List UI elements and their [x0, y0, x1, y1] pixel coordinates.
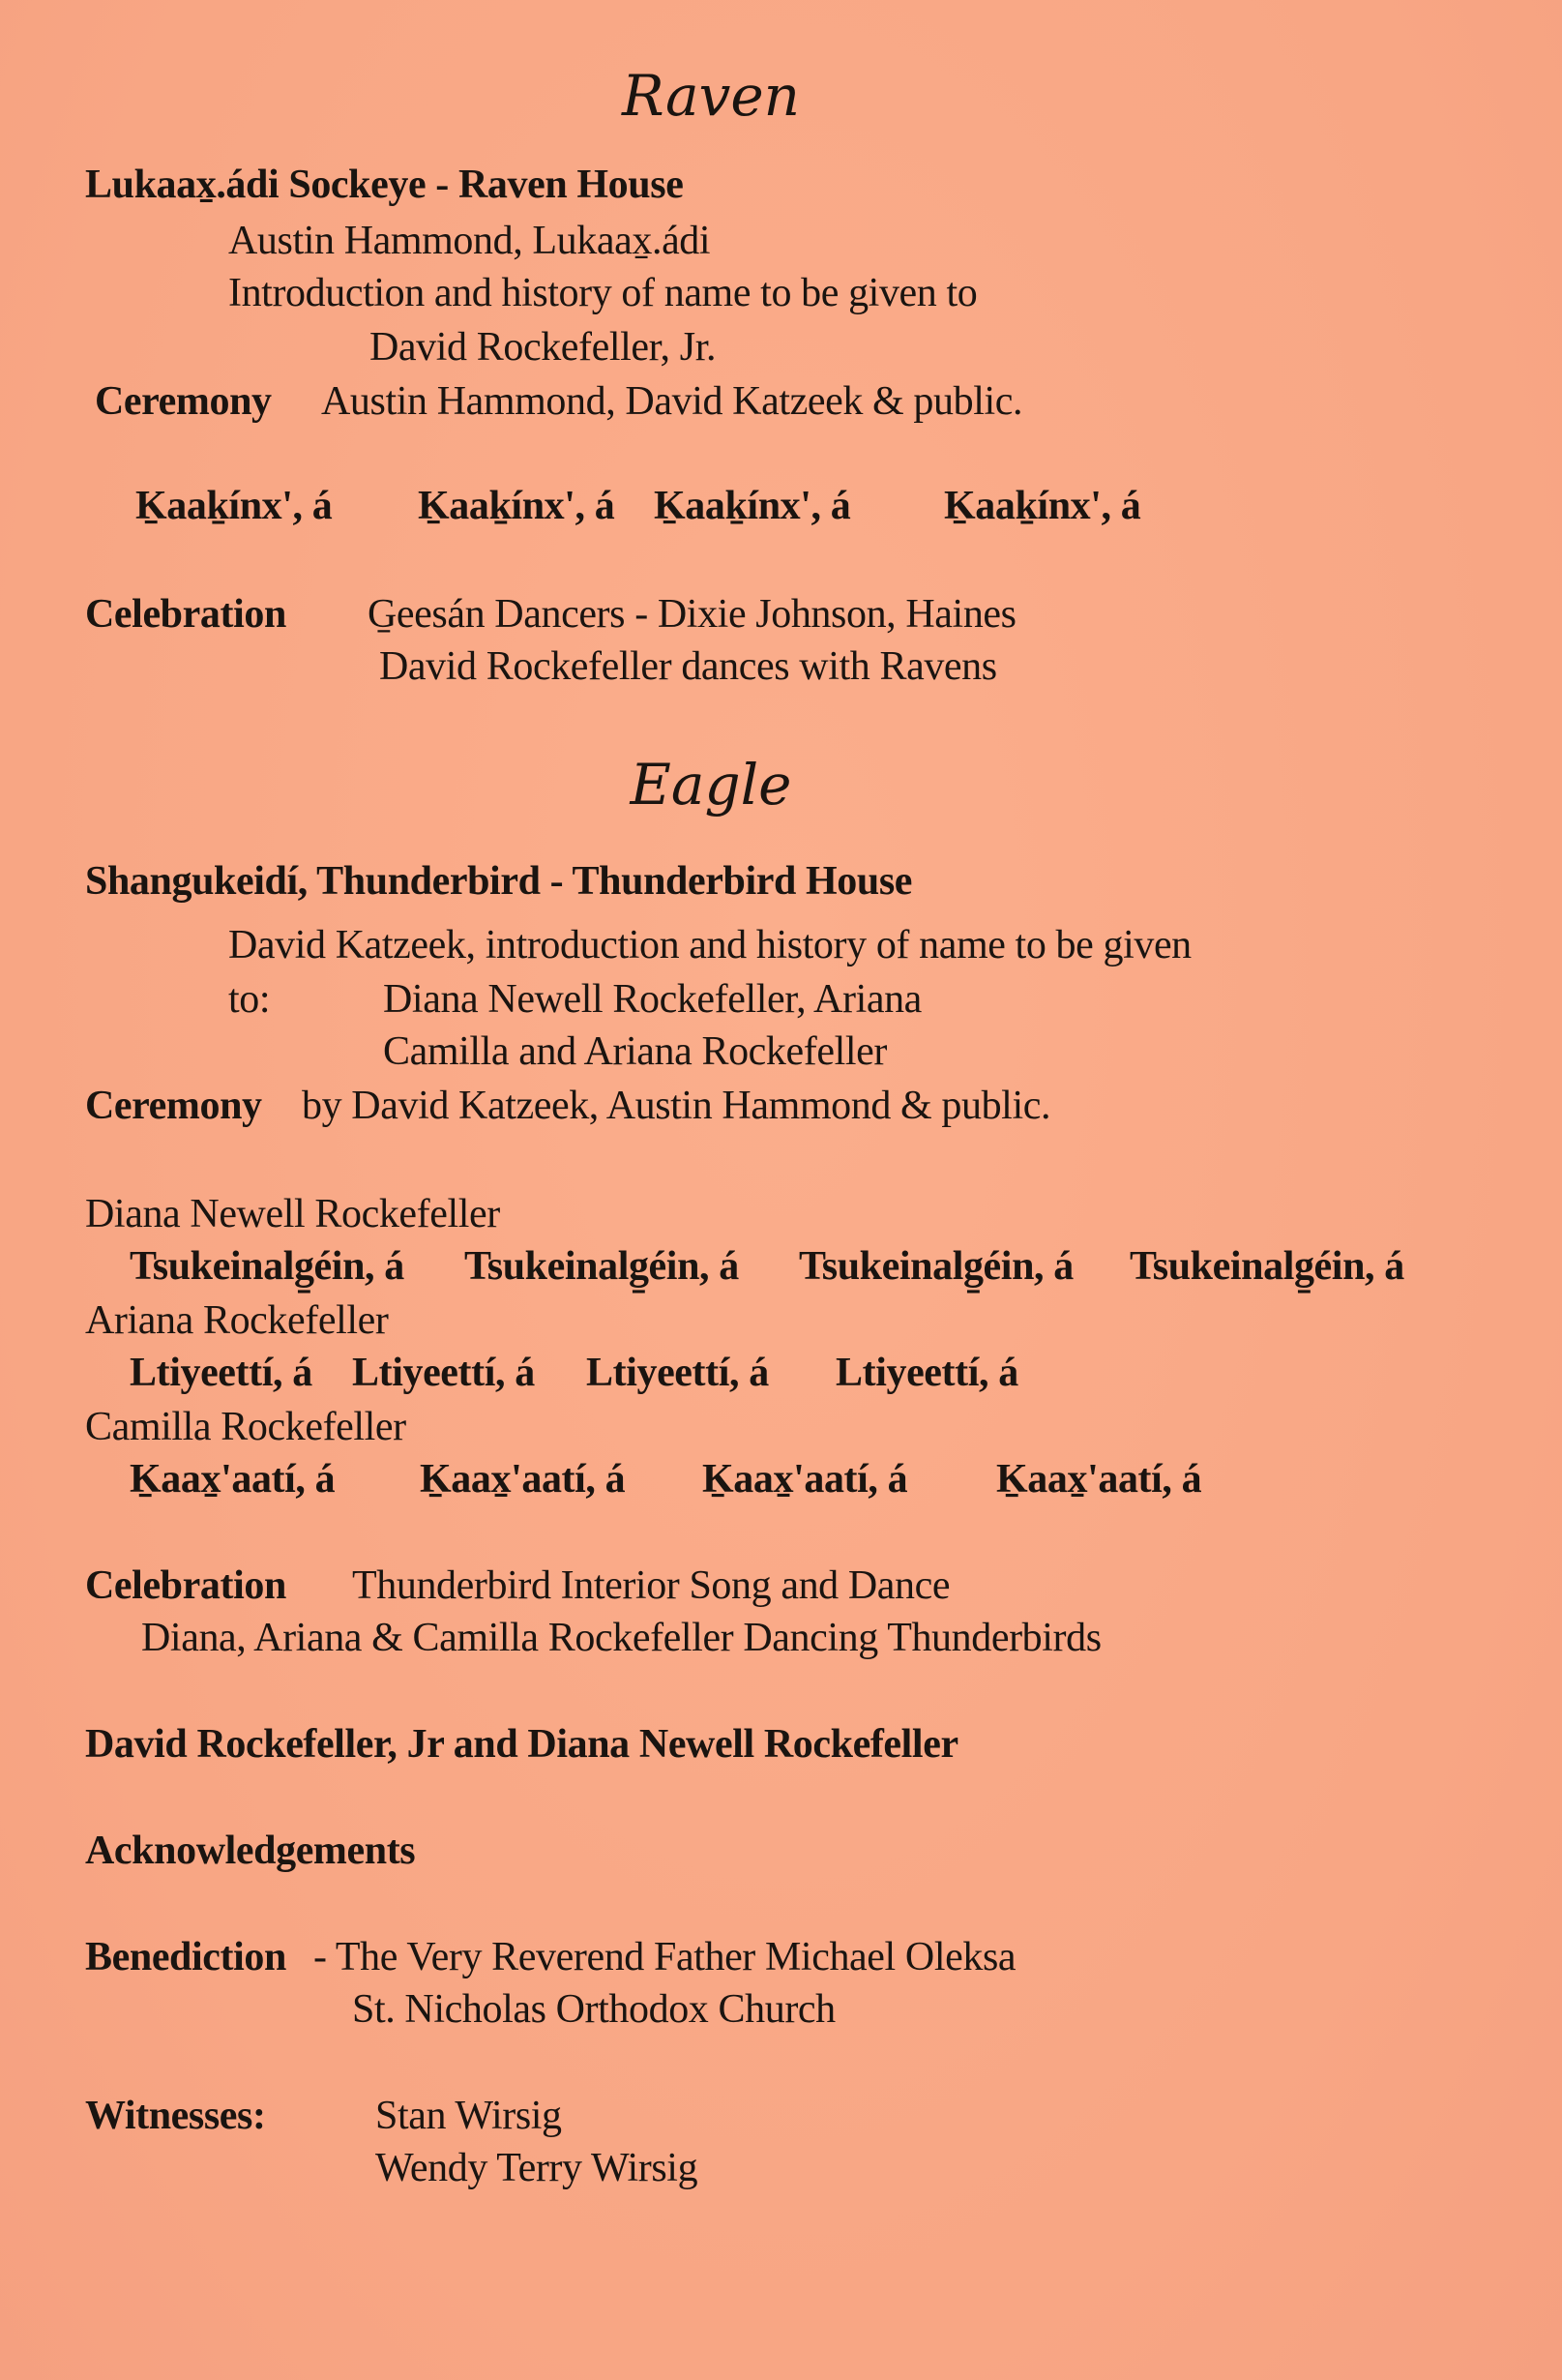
eagle-celebration-text2: Diana, Ariana & Camilla Rockefeller Dancing Thunderbirds	[141, 1616, 1102, 1660]
raven-celebration-label: Celebration	[85, 592, 286, 637]
eagle-name-chant: Tsukeinalg̱éin, á	[799, 1244, 1074, 1289]
eagle-name-chant: Ltiyeettí, á	[130, 1351, 312, 1395]
eagle-intro: David Katzeek, introduction and history of name to be given	[228, 923, 1192, 967]
eagle-name-chant: Ltiyeettí, á	[352, 1351, 535, 1395]
witnesses-label: Witnesses:	[85, 2094, 266, 2138]
benediction-label: Benediction	[85, 1935, 286, 1979]
eagle-name-person: Ariana Rockefeller	[85, 1298, 389, 1343]
raven-heading: Raven	[621, 63, 801, 129]
eagle-name-chant: Ḵaax̱'aatí, á	[702, 1457, 908, 1502]
raven-chant-2: Ḵaaḵínx', á	[418, 484, 615, 528]
eagle-name-chant: Ltiyeettí, á	[836, 1351, 1018, 1395]
eagle-celebration-text: Thunderbird Interior Song and Dance	[352, 1563, 951, 1608]
benediction-church: St. Nicholas Orthodox Church	[352, 1987, 836, 2032]
eagle-recipients-1: Diana Newell Rockefeller, Ariana	[383, 977, 922, 1022]
eagle-heading: Eagle	[630, 752, 792, 818]
raven-celebration-text2: David Rockefeller dances with Ravens	[379, 644, 997, 689]
raven-speaker: Austin Hammond, Lukaax̱.ádi	[228, 219, 711, 263]
raven-house: Lukaax̱.ádi Sockeye - Raven House	[85, 163, 684, 207]
eagle-recipients-2: Camilla and Ariana Rockefeller	[383, 1029, 887, 1074]
raven-intro: Introduction and history of name to be given to	[228, 271, 978, 315]
eagle-name-person: Diana Newell Rockefeller	[85, 1192, 500, 1236]
eagle-celebration-label: Celebration	[85, 1563, 286, 1608]
witness-name: Wendy Terry Wirsig	[375, 2146, 698, 2190]
benediction-text: - The Very Reverend Father Michael Oleksa	[313, 1935, 1017, 1979]
raven-ceremony-label: Ceremony	[95, 379, 272, 424]
raven-chant-3: Ḵaaḵínx', á	[654, 484, 851, 528]
eagle-to-label: to:	[228, 977, 271, 1022]
raven-celebration-text: G̱eesán Dancers - Dixie Johnson, Haines	[368, 592, 1017, 637]
eagle-name-chant: Ḵaax̱'aatí, á	[996, 1457, 1202, 1502]
witness-name: Stan Wirsig	[375, 2094, 562, 2138]
eagle-house: Shangukeidí, Thunderbird - Thunderbird House	[85, 859, 913, 904]
eagle-name-chant: Ltiyeettí, á	[586, 1351, 769, 1395]
raven-ceremony-text: Austin Hammond, David Katzeek & public.	[321, 379, 1023, 424]
eagle-name-chant: Ḵaax̱'aatí, á	[130, 1457, 336, 1502]
eagle-name-chant: Ḵaax̱'aatí, á	[420, 1457, 626, 1502]
eagle-name-chant: Tsukeinalg̱éin, á	[464, 1244, 739, 1289]
eagle-name-person: Camilla Rockefeller	[85, 1405, 406, 1449]
raven-recipient: David Rockefeller, Jr.	[369, 325, 717, 370]
couple-line: David Rockefeller, Jr and Diana Newell Rockefeller	[85, 1722, 958, 1767]
raven-chant-4: Ḵaaḵínx', á	[944, 484, 1141, 528]
raven-chant-1: Ḵaaḵínx', á	[135, 484, 333, 528]
eagle-ceremony-label: Ceremony	[85, 1084, 262, 1128]
eagle-ceremony-text: by David Katzeek, Austin Hammond & public.	[302, 1084, 1051, 1128]
eagle-name-chant: Tsukeinalg̱éin, á	[130, 1244, 404, 1289]
eagle-name-chant: Tsukeinalg̱éin, á	[1130, 1244, 1404, 1289]
acknowledgements-heading: Acknowledgements	[85, 1829, 416, 1873]
